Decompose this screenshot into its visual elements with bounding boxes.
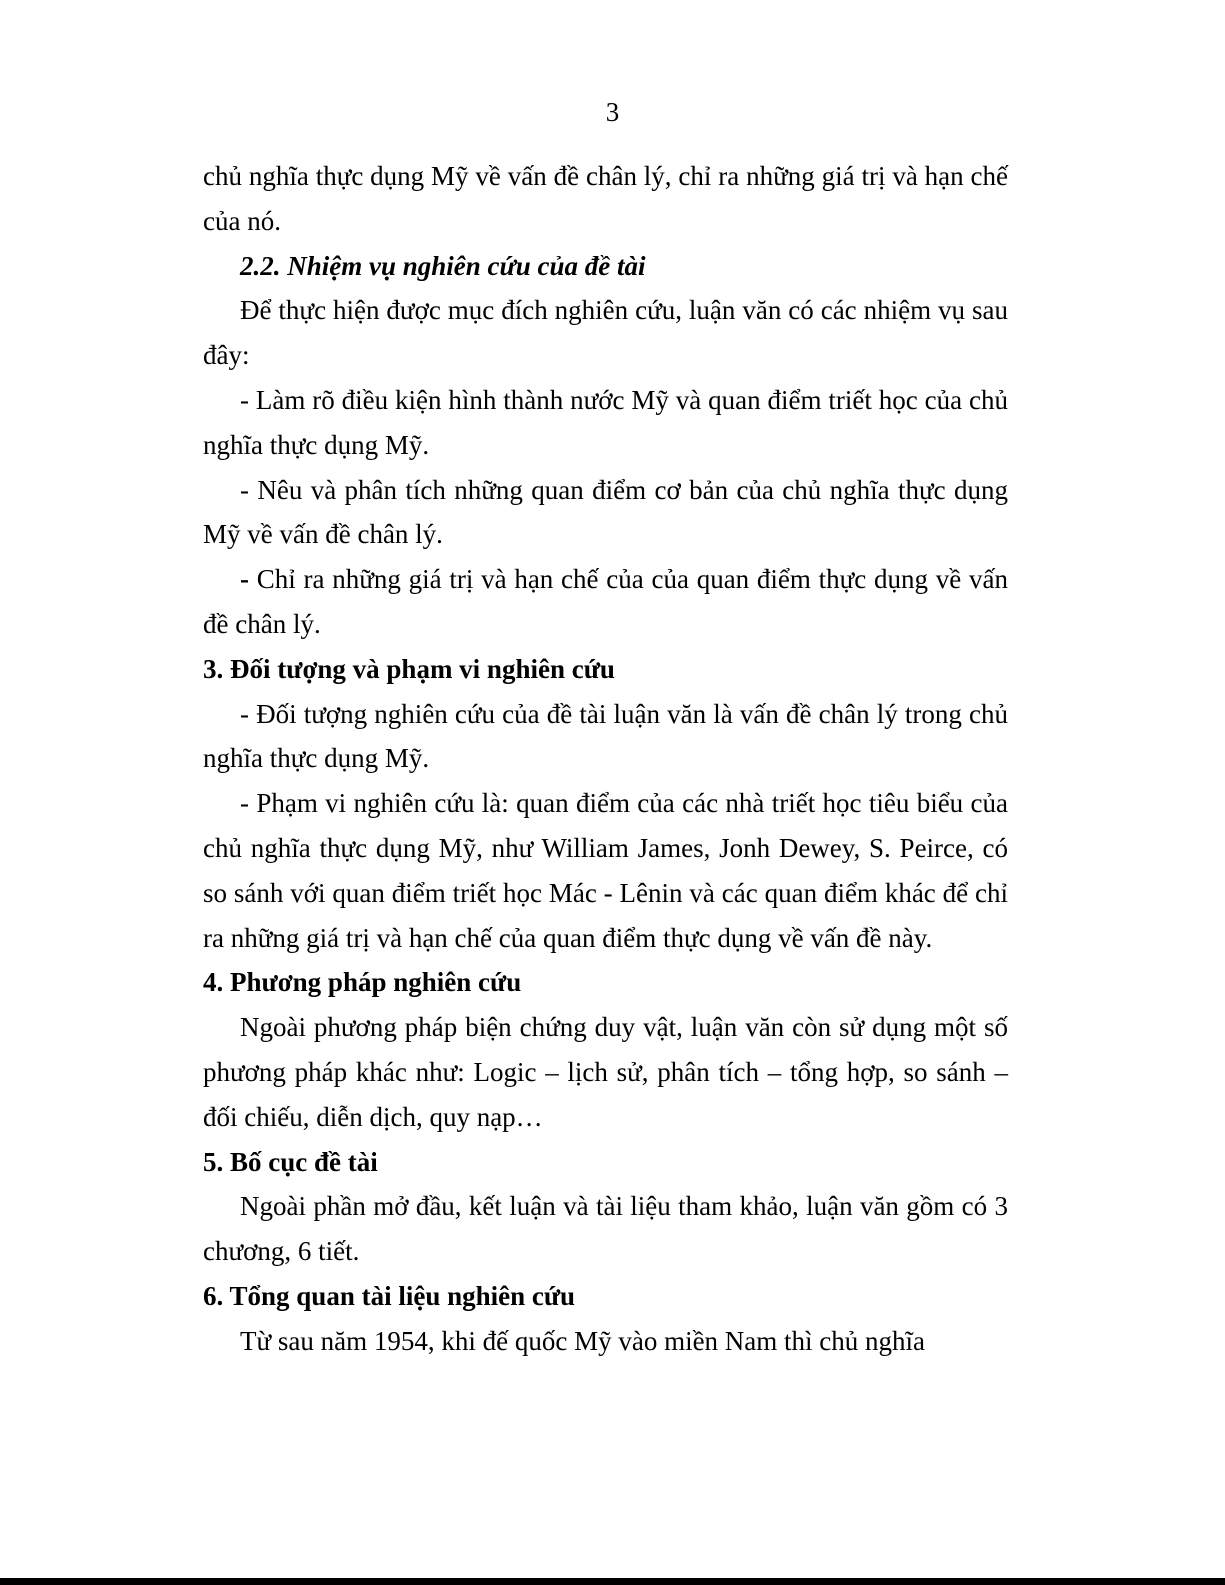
document-body xyxy=(203,154,1008,1364)
list-item-task-3 xyxy=(203,557,1008,647)
paragraph-structure: Ngoài phần mở đầu, kết luận và tài liệu tham khảo, luận văn gồm có 3 chương, 6 tiết. xyxy=(203,1191,1008,1267)
paragraph-object: - Đối tượng nghiên cứu của đề tài luận văn là vấn đề chân lý trong chủ nghĩa thực dụng Mỹ. xyxy=(203,698,1008,774)
page-number: 3 xyxy=(605,97,620,127)
list-item-task-3-text: Chỉ ra những giá trị và hạn chế của của quan điểm thực dụng về vấn đề chân lý. xyxy=(203,564,1008,639)
page-bottom-rule xyxy=(0,1578,1225,1585)
heading-methods: 4. Phương pháp nghiên cứu xyxy=(203,967,522,998)
paragraph-continuation: chủ nghĩa thực dụng Mỹ về vấn đề chân lý, chỉ ra những giá trị và hạn chế của nó. xyxy=(203,161,1008,236)
paragraph-scope: - Phạm vi nghiên cứu là: quan điểm của các nhà triết học tiêu biểu của chủ nghĩa thực dụng Mỹ, như William James, Jonh Dewey, S. Peirce, có so sánh với quan điểm triết học Mác - Lênin và các quan điểm khác để chỉ ra những giá trị và hạn chế của quan điểm thực dụng về vấn đề này. xyxy=(203,788,1008,953)
subheading-research-tasks: 2.2. Nhiệm vụ nghiên cứu của đề tài xyxy=(240,250,646,281)
heading-literature-review: 6. Tổng quan tài liệu nghiên cứu xyxy=(203,1280,576,1311)
paragraph-literature-start: Từ sau năm 1954, khi đế quốc Mỹ vào miền Nam thì chủ nghĩa xyxy=(240,1325,926,1356)
paragraph-methods: Ngoài phương pháp biện chứng duy vật, luận văn còn sử dụng một số phương pháp khác như: Logic – lịch sử, phân tích – tổng hợp, so sánh – đối chiếu, diễn dịch, quy nạp… xyxy=(203,1012,1008,1132)
paragraph-tasks-intro: Để thực hiện được mục đích nghiên cứu, luận văn có các nhiệm vụ sau đây: xyxy=(203,295,1008,371)
heading-structure: 5. Bố cục đề tài xyxy=(203,1146,378,1177)
heading-object-scope: 3. Đối tượng và phạm vi nghiên cứu xyxy=(203,653,615,684)
list-dash: - xyxy=(240,564,249,595)
list-item-task-1: - Làm rõ điều kiện hình thành nước Mỹ và quan điểm triết học của chủ nghĩa thực dụng Mỹ. xyxy=(203,384,1008,460)
list-item-task-2: - Nêu và phân tích những quan điểm cơ bản của chủ nghĩa thực dụng Mỹ về vấn đề chân lý. xyxy=(203,474,1008,550)
